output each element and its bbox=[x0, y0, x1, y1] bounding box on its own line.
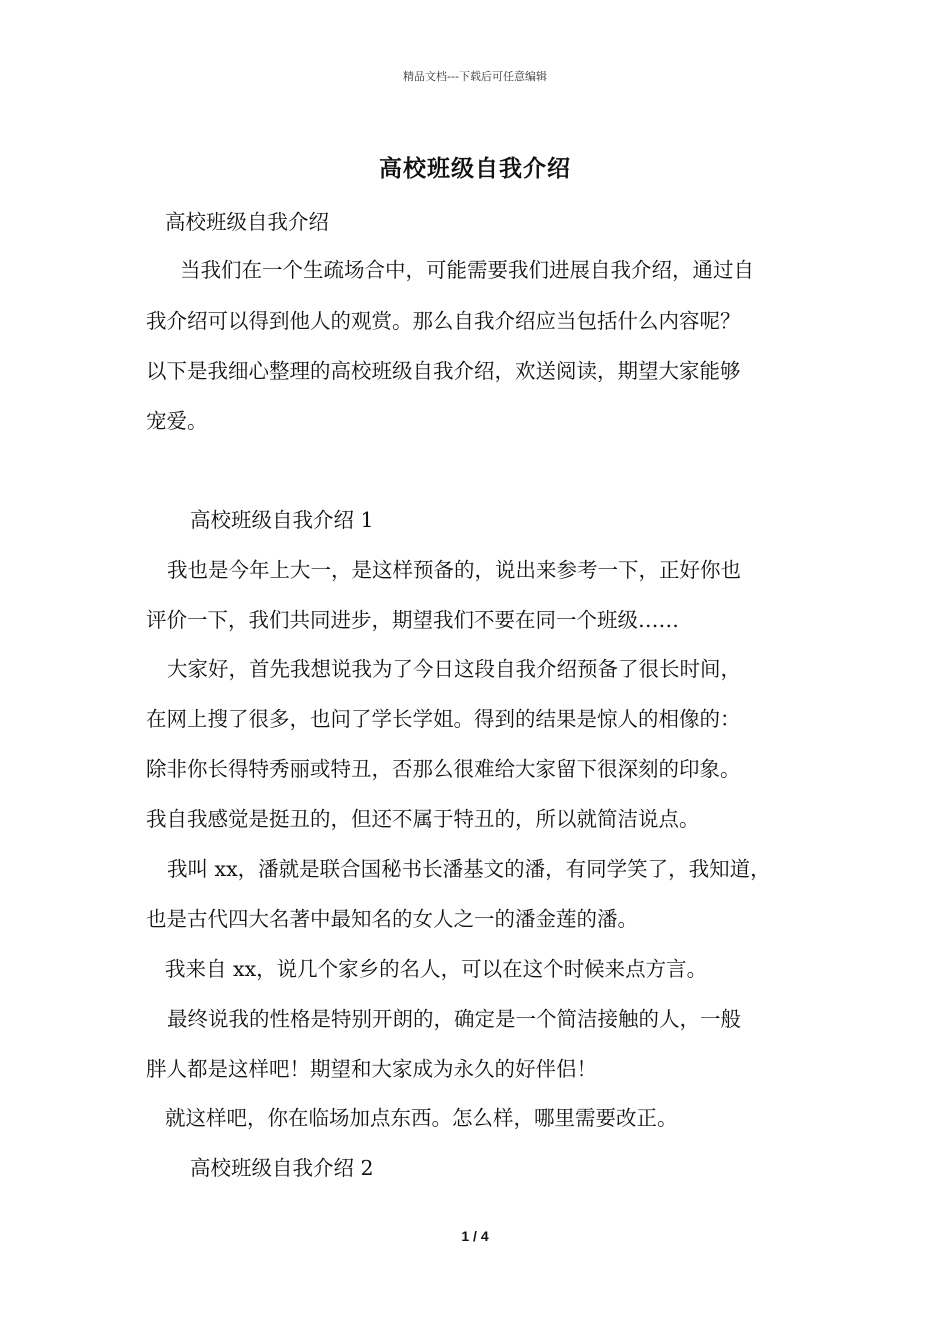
paragraph-line: 宠爱。 bbox=[146, 409, 208, 433]
paragraph-line: 我也是今年上大一，是这样预备的，说出来参考一下，正好你也 bbox=[167, 558, 741, 582]
paragraph-line: 我介绍可以得到他人的观赏。那么自我介绍应当包括什么内容呢？ bbox=[146, 309, 741, 333]
section-heading-1: 高校班级自我介绍 1 bbox=[190, 508, 374, 532]
paragraph-line: 我自我感觉是挺丑的，但还不属于特丑的，所以就简洁说点。 bbox=[146, 807, 700, 831]
paragraph-line: 我叫 xx，潘就是联合国秘书长潘基文的潘，有同学笑了，我知道， bbox=[167, 857, 771, 881]
paragraph-line: 我来自 xx，说几个家乡的名人，可以在这个时候来点方言。 bbox=[165, 957, 708, 981]
page-number: 1 / 4 bbox=[461, 1228, 489, 1244]
section-heading-2: 高校班级自我介绍 2 bbox=[190, 1156, 374, 1180]
paragraph-line: 评价一下，我们共同进步，期望我们不要在同一个班级…… bbox=[146, 608, 679, 632]
paragraph-line: 除非你长得特秀丽或特丑，否那么很难给大家留下很深刻的印象。 bbox=[146, 757, 741, 781]
document-title: 高校班级自我介绍 bbox=[379, 155, 571, 182]
paragraph-line: 最终说我的性格是特别开朗的，确定是一个简洁接触的人，一般 bbox=[167, 1007, 741, 1031]
paragraph-line: 也是古代四大名著中最知名的女人之一的潘金莲的潘。 bbox=[146, 907, 638, 931]
paragraph-line: 当我们在一个生疏场合中，可能需要我们进展自我介绍，通过自 bbox=[180, 258, 754, 282]
paragraph-line: 在网上搜了很多，也问了学长学姐。得到的结果是惊人的相像的： bbox=[146, 707, 741, 731]
document-header-note: 精品文档---下载后可任意编辑 bbox=[403, 70, 547, 83]
paragraph-line: 大家好，首先我想说我为了今日这段自我介绍预备了很长时间， bbox=[167, 657, 741, 681]
paragraph-line: 胖人都是这样吧！期望和大家成为永久的好伴侣！ bbox=[146, 1057, 597, 1081]
paragraph-line: 以下是我细心整理的高校班级自我介绍，欢送阅读，期望大家能够 bbox=[146, 359, 741, 383]
paragraph-line: 就这样吧，你在临场加点东西。怎么样，哪里需要改正。 bbox=[165, 1106, 678, 1130]
intro-heading: 高校班级自我介绍 bbox=[165, 210, 329, 234]
